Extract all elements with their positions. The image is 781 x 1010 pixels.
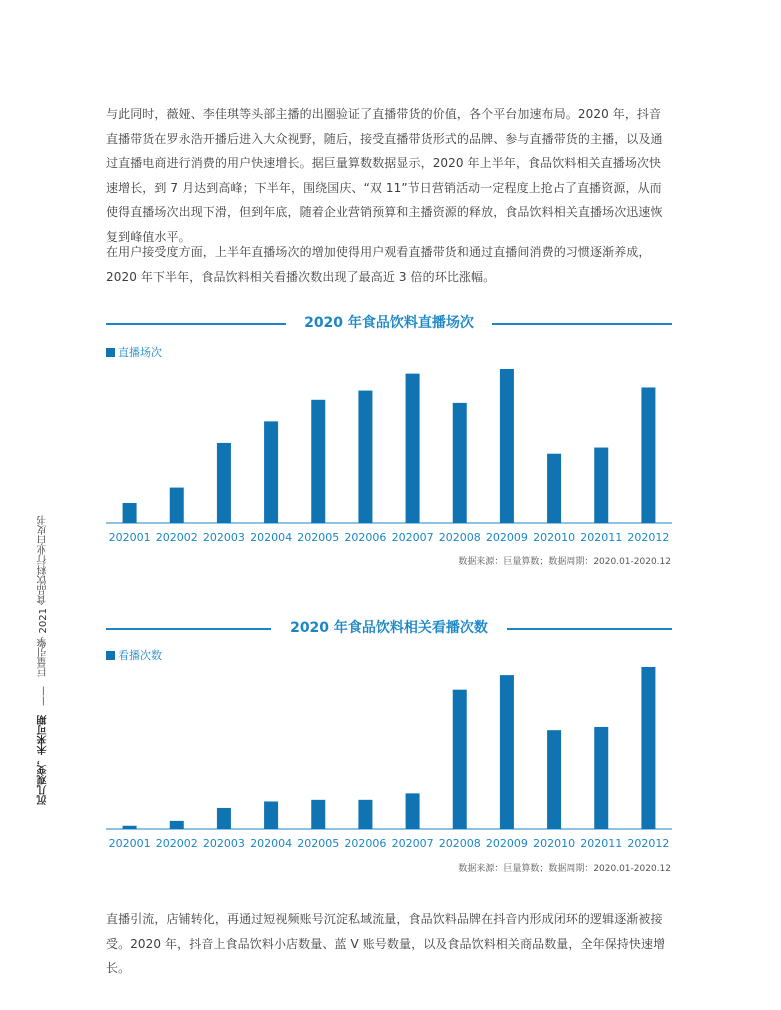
side-caption-subtitle: 巨量引擎 2021 食品饮料行业白皮书 [38,514,49,677]
chart1-bar-202011 [594,448,608,523]
chart2-bar-202006 [358,800,372,829]
chart2-tick-label: 202001 [108,837,151,850]
chart2-bar-202008 [453,690,467,829]
chart2-tick-label: 202008 [438,837,481,850]
chart2-bar-202009 [500,675,514,829]
chart1-bar-202005 [311,400,325,523]
chart2-tick-label: 202011 [580,837,623,850]
chart2-bar-202012 [641,667,655,829]
chart1-svg [0,360,781,550]
chart1-legend-swatch [106,348,115,357]
chart1-bar-202012 [641,387,655,523]
side-caption-bold: 沉几观变，未来可期 [38,715,49,805]
chart1-tick-label: 202009 [485,531,528,544]
chart1-tick-label: 202002 [155,531,198,544]
chart2-legend-swatch [106,651,115,660]
chart1-tick-label: 202012 [627,531,670,544]
chart1-tick-label: 202005 [297,531,340,544]
chart2-tick-label: 202002 [155,837,198,850]
chart2-bar-202007 [406,793,420,829]
chart2-legend-label: 看播次数 [118,649,162,662]
chart1-tick-label: 202006 [344,531,387,544]
chart1-tick-label: 202004 [250,531,293,544]
chart1-bar-202010 [547,454,561,523]
chart2-bar-202004 [264,801,278,829]
chart2-tick-label: 202012 [627,837,670,850]
chart1-legend-label: 直播场次 [118,346,162,359]
chart1-bar-202003 [217,443,231,523]
chart2-title: 2020 年食品饮料相关看播次数 [282,620,496,636]
chart2-tick-label: 202003 [202,837,245,850]
chart2-tick-label: 202007 [391,837,434,850]
chart2-bar-202011 [594,727,608,829]
chart2-tick-label: 202010 [533,837,576,850]
chart1-tick-label: 202003 [202,531,245,544]
chart1-tick-label: 202007 [391,531,434,544]
chart1-tick-label: 202001 [108,531,151,544]
chart1-bar-202004 [264,421,278,523]
chart1-bar-202008 [453,403,467,523]
chart1-bar-202002 [170,488,184,523]
chart2-bar-202005 [311,800,325,829]
chart1-legend [106,344,162,360]
chart2-tick-label: 202006 [344,837,387,850]
chart2-bar-202003 [217,808,231,829]
chart1-bar-202001 [123,503,137,523]
chart2-bar-202001 [123,826,137,829]
chart1-tick-label: 202010 [533,531,576,544]
chart1-bar-202007 [406,374,420,523]
paragraph-2: 在用户接受度方面，上半年直播场次的增加使得用户观看直播带货和通过直播间消费的习惯逐渐养成，2020 年下半年，食品饮料相关看播次数出现了最高近 3 倍的环比涨幅。 [106,245,651,284]
chart1-tick-label: 202008 [438,531,481,544]
chart2-svg [0,660,781,855]
chart2-source: 数据来源：巨量算数；数据周期：2020.01-2020.12 [458,864,671,874]
chart1-title: 2020 年食品饮料直播场次 [296,315,482,331]
chart1-bar-202009 [500,369,514,523]
chart1-bar-202006 [358,391,372,523]
paragraph-3: 直播引流，店铺转化，再通过短视频账号沉淀私域流量，食品饮料品牌在抖音内形成闭环的逻辑逐渐被接受。2020 年，抖音上食品饮料小店数量、蓝 V 账号数量，以及食品饮料相关商品数量，全年保持快速增长。 [106,912,666,975]
side-caption-dash: —— [38,685,49,706]
chart1-tick-label: 202011 [580,531,623,544]
chart2-bar-202010 [547,730,561,829]
chart2-bar-202002 [170,821,184,829]
chart2-tick-label: 202005 [297,837,340,850]
chart2-title-block [106,617,672,639]
paragraph-1: 与此同时，薇娅、李佳琪等头部主播的出圈验证了直播带货的价值，各个平台加速布局。2020 年，抖音直播带货在罗永浩开播后进入大众视野，随后，接受直播带货形式的品牌、参与直播带货的主播，以及通过直播电商进行消费的用户快速增长。据巨量算数数据显示，2020 年上半年，食品饮料相关直播场次快速增长，到 7 月达到高峰；下半年，围绕国庆、“双 11”节日营销活动一定程度上抢占了直播资源，从而使得直播场次出现下滑，但到年底，随着企业营销预算和主播资源的释放，食品饮料相关直播场次迅速恢复到峰值水平。 [106,107,663,244]
chart1-title-block [106,312,672,334]
chart2-tick-label: 202004 [250,837,293,850]
chart1-source: 数据来源：巨量算数；数据周期：2020.01-2020.12 [458,557,671,567]
chart2-tick-label: 202009 [485,837,528,850]
